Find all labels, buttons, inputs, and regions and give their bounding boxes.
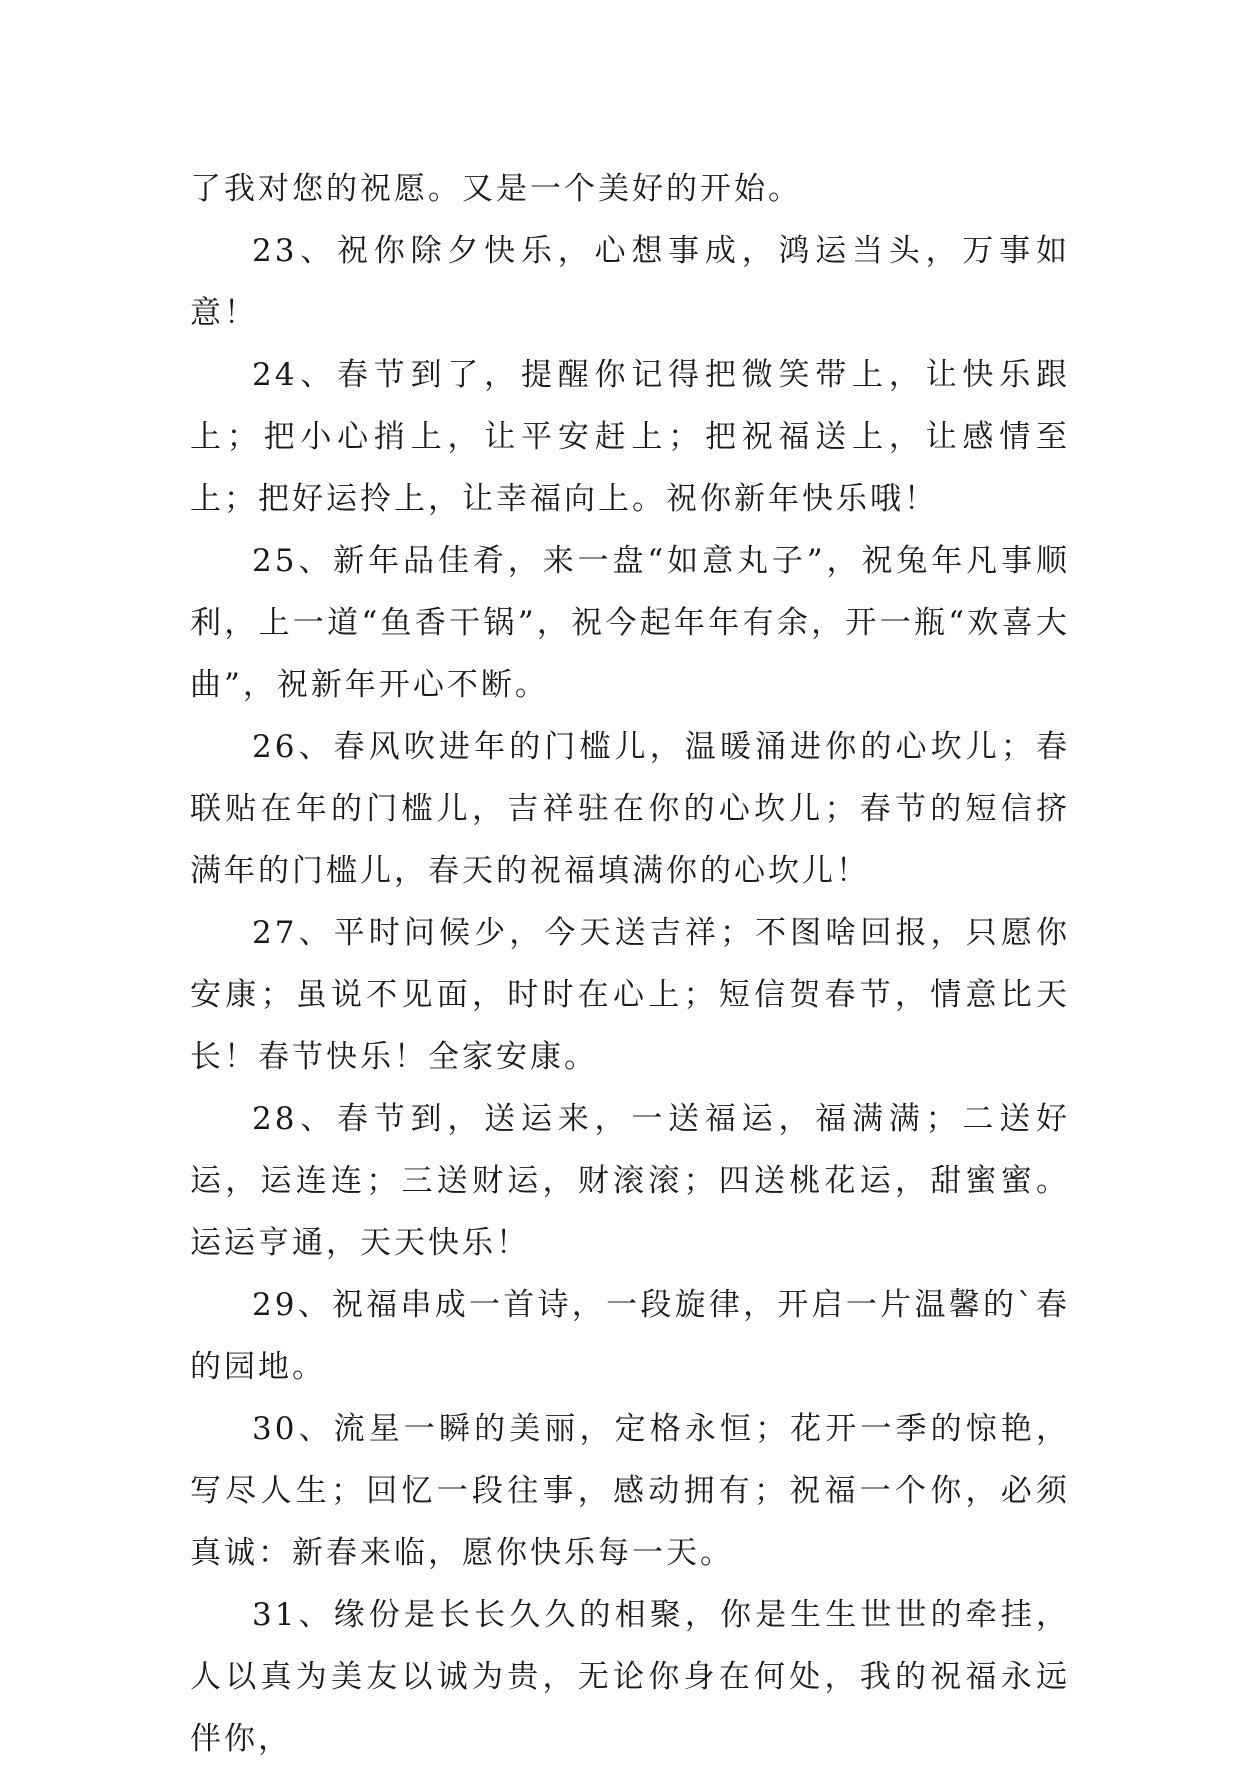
paragraph-31: 31、缘份是长长久久的相聚，你是生生世世的牵挂，人以真为美友以诚为贵，无论你身在何处，我的祝福永远伴你， <box>190 1597 1070 1757</box>
paragraph-continuation: 了我对您的祝愿。又是一个美好的开始。 <box>190 171 802 207</box>
paragraph-29: 29、祝福串成一首诗，一段旋律，开启一片温馨的`春的园地。 <box>190 1287 1070 1385</box>
document-body <box>190 158 1070 1770</box>
paragraph-27: 27、平时问候少，今天送吉祥；不图啥回报，只愿你安康；虽说不见面，时时在心上；短信贺春节，情意比天长！春节快乐！全家安康。 <box>190 915 1070 1075</box>
paragraph-25: 25、新年品佳肴，来一盘“如意丸子”，祝兔年凡事顺利，上一道“鱼香干锅”，祝今起年年有余，开一瓶“欢喜大曲”，祝新年开心不断。 <box>190 543 1070 703</box>
paragraph-24: 24、春节到了，提醒你记得把微笑带上，让快乐跟上；把小心捎上，让平安赶上；把祝福送上，让感情至上；把好运拎上，让幸福向上。祝你新年快乐哦！ <box>190 357 1070 517</box>
paragraph-28: 28、春节到，送运来，一送福运，福满满；二送好运，运连连；三送财运，财滚滚；四送桃花运，甜蜜蜜。运运亨通，天天快乐！ <box>190 1101 1070 1261</box>
paragraph-23: 23、祝你除夕快乐，心想事成，鸿运当头，万事如意！ <box>190 233 1070 331</box>
paragraph-26: 26、春风吹进年的门槛儿，温暖涌进你的心坎儿；春联贴在年的门槛儿，吉祥驻在你的心坎儿；春节的短信挤满年的门槛儿，春天的祝福填满你的心坎儿！ <box>190 729 1070 889</box>
paragraph-30: 30、流星一瞬的美丽，定格永恒；花开一季的惊艳，写尽人生；回忆一段往事，感动拥有；祝福一个你，必须真诚：新春来临，愿你快乐每一天。 <box>190 1411 1070 1571</box>
